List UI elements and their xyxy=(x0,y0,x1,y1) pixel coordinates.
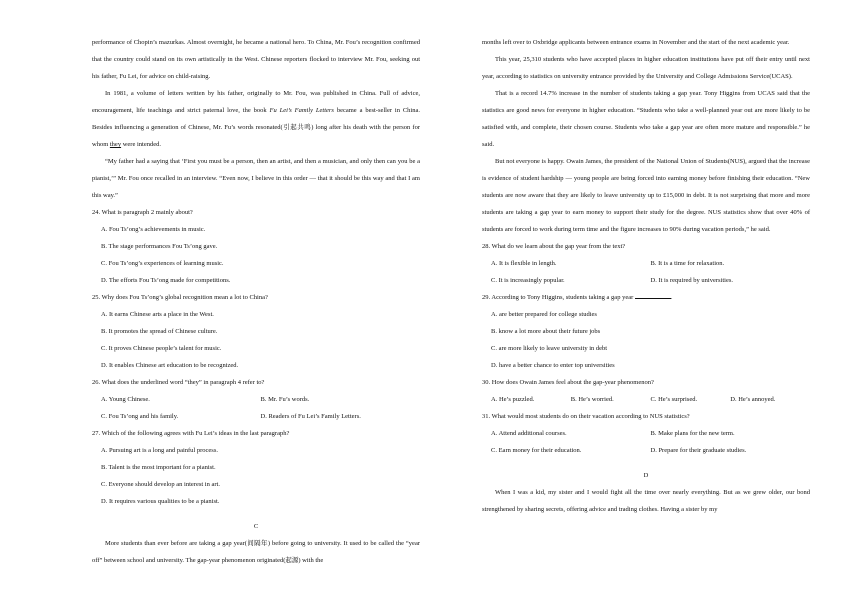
option-27c: C. Everyone should develop an interest in art. xyxy=(101,481,220,488)
option-29d: D. have a better chance to enter top universities xyxy=(491,362,615,369)
options-30-row xyxy=(482,391,810,408)
passage-d-paragraph-1: When I was a kid, my sister and I would fight all the time over nearly everything. But as we grew older, our bond strengthened by sharing secrets, offering advice and trading clothes. Having a sister by my xyxy=(482,489,810,513)
option-25d: D. It enables Chinese art education to be recognized. xyxy=(101,362,239,369)
option-25b: B. It promotes the spread of Chinese culture. xyxy=(101,328,218,335)
passage-c-paragraph-3: That is a record 14.7% increase in the number of students taking a gap year. Tony Higgins from UCAS said that the statistics are good news for everyone in higher education. “Students who take a well-planned year out are more likely to be satisfied with, and complete, their chosen course. Students who take a gap year are often more mature and responsible.” he said. xyxy=(482,90,810,148)
option-30a: A. He’s puzzled. xyxy=(491,396,535,403)
option-26c: C. Fou Ts’ong and his family. xyxy=(101,413,179,420)
option-29b: B. know a lot more about their future jobs xyxy=(491,328,601,335)
option-29c: C. are more likely to leave university in debt xyxy=(491,345,608,352)
question-28: 28. What do we learn about the gap year from the text? xyxy=(482,243,626,250)
option-26d: D. Readers of Fu Lei’s Family Letters. xyxy=(260,413,361,420)
passage-b-paragraph-4: In 1981, a volume of letters written by his father, originally to Mr. Fou, was published in China. Full of advice, encouragement, life teachings and strict paternal love, the book Fu Lei’s Family Letters became a best-seller in China. Besides influencing a generation of Chinese, Mr. Fu’s words resonated(引起共鸣) long after his death with the person for whom they were intended. xyxy=(92,90,420,148)
option-28b: B. It is a time for relaxation. xyxy=(650,260,725,267)
passage-b-paragraph-3: performance of Chopin’s mazurkas. Almost overnight, he became a national hero. To China, Mr. Fou’s recognition confirmed that the country could stand on its own artistically in the West. Chinese reporters flocked to interview Mr. Fou, seeking out his father, Fu Lei, for advice on child-raising. xyxy=(92,39,420,80)
option-28a: A. It is flexible in length. xyxy=(491,260,557,267)
option-24a: A. Fou Ts’ong’s achievements in music. xyxy=(101,226,206,233)
question-27: 27. Which of the following agrees with Fu Lei’s ideas in the last paragraph? xyxy=(92,430,290,437)
option-30b: B. He’s worried. xyxy=(570,396,614,403)
options-26-row-1 xyxy=(92,391,420,408)
underlined-word-they: they xyxy=(109,141,122,148)
option-31d: D. Prepare for their graduate studies. xyxy=(650,447,747,454)
section-d-heading: D xyxy=(643,472,649,479)
left-column xyxy=(92,34,420,569)
option-28d: D. It is required by universities. xyxy=(650,277,733,284)
question-29: 29. According to Tony Higgins, students taking a gap year . xyxy=(482,289,810,306)
question-24: 24. What is paragraph 2 mainly about? xyxy=(92,209,193,216)
right-column xyxy=(482,34,810,518)
section-c-heading: C xyxy=(253,523,259,530)
passage-c-paragraph-4: But not everyone is happy. Owain James, the president of the National Union of Students(NUS), argued that the increase is evidence of student hardship — young people are being forced into earning money before finishing their education. “New students are now aware that they are likely to leave university up to £15,000 in debt. It is not surprising that more and more students are taking a gap year to earn money to support their study for the degree. NUS statistics show that over 40% of students are forced to work during term time and the figure increases to 90% during vacation periods,” he said. xyxy=(482,158,810,233)
option-24c: C. Fou Ts’ong’s experiences of learning music. xyxy=(101,260,224,267)
option-25c: C. It proves Chinese people’s talent for music. xyxy=(101,345,222,352)
passage-c-paragraph-1: More students than ever before are taking a gap year(间隔年) before going to university. It used to be called the “year off” between school and university. The gap-year phenomenon originated(起源) with the xyxy=(92,540,420,564)
options-28-row-1 xyxy=(482,255,810,272)
question-30: 30. How does Owain James feel about the gap-year phenomenon? xyxy=(482,379,654,386)
options-31-row-1 xyxy=(482,425,810,442)
options-26-row-2 xyxy=(92,408,420,425)
option-26b: B. Mr. Fu’s words. xyxy=(260,396,310,403)
option-28c: C. It is increasingly popular. xyxy=(491,277,565,284)
question-25: 25. Why does Fou Ts’ong’s global recognition mean a lot to China? xyxy=(92,294,268,301)
option-27d: D. It requires various qualities to be a pianist. xyxy=(101,498,220,505)
option-29a: A. are better prepared for college studies xyxy=(491,311,597,318)
option-30c: C. He’s surprised. xyxy=(650,396,698,403)
option-27b: B. Talent is the most important for a pianist. xyxy=(101,464,216,471)
passage-c-paragraph-1-cont: months left over to Oxbridge applicants between entrance exams in November and the start of the next academic year. xyxy=(482,39,790,46)
options-28-row-2 xyxy=(482,272,810,289)
option-27a: A. Pursuing art is a long and painful process. xyxy=(101,447,218,454)
option-30d: D. He’s annoyed. xyxy=(730,396,776,403)
options-31-row-2 xyxy=(482,442,810,459)
option-31a: A. Attend additional courses. xyxy=(491,430,567,437)
option-26a: A. Young Chinese. xyxy=(101,396,150,403)
option-24d: D. The efforts Fou Ts’ong made for competitions. xyxy=(101,277,231,284)
option-31b: B. Make plans for the new term. xyxy=(650,430,735,437)
book-title: Fu Lei’s Family Letters xyxy=(269,107,334,114)
passage-c-paragraph-2: This year, 25,310 students who have accepted places in higher education institutions have put off their entry until next year, according to statistics on university entrance provided by the University and College Admissions Service(UCAS). xyxy=(482,56,810,80)
question-26: 26. What does the underlined word “they” in paragraph 4 refer to? xyxy=(92,379,265,386)
answer-blank xyxy=(635,290,671,299)
question-31: 31. What would most students do on their vacation according to NUS statistics? xyxy=(482,413,690,420)
option-24b: B. The stage performances Fou Ts’ong gave. xyxy=(101,243,218,250)
passage-b-paragraph-5: “My father had a saying that ‘First you must be a person, then an artist, and then a musician, and only then can you be a pianist,’” Mr. Fou once recalled in an interview. “Even now, I believe in this order — that it should be this way and that I am this way.” xyxy=(92,158,420,199)
option-25a: A. It earns Chinese arts a place in the West. xyxy=(101,311,214,318)
option-31c: C. Earn money for their education. xyxy=(491,447,582,454)
